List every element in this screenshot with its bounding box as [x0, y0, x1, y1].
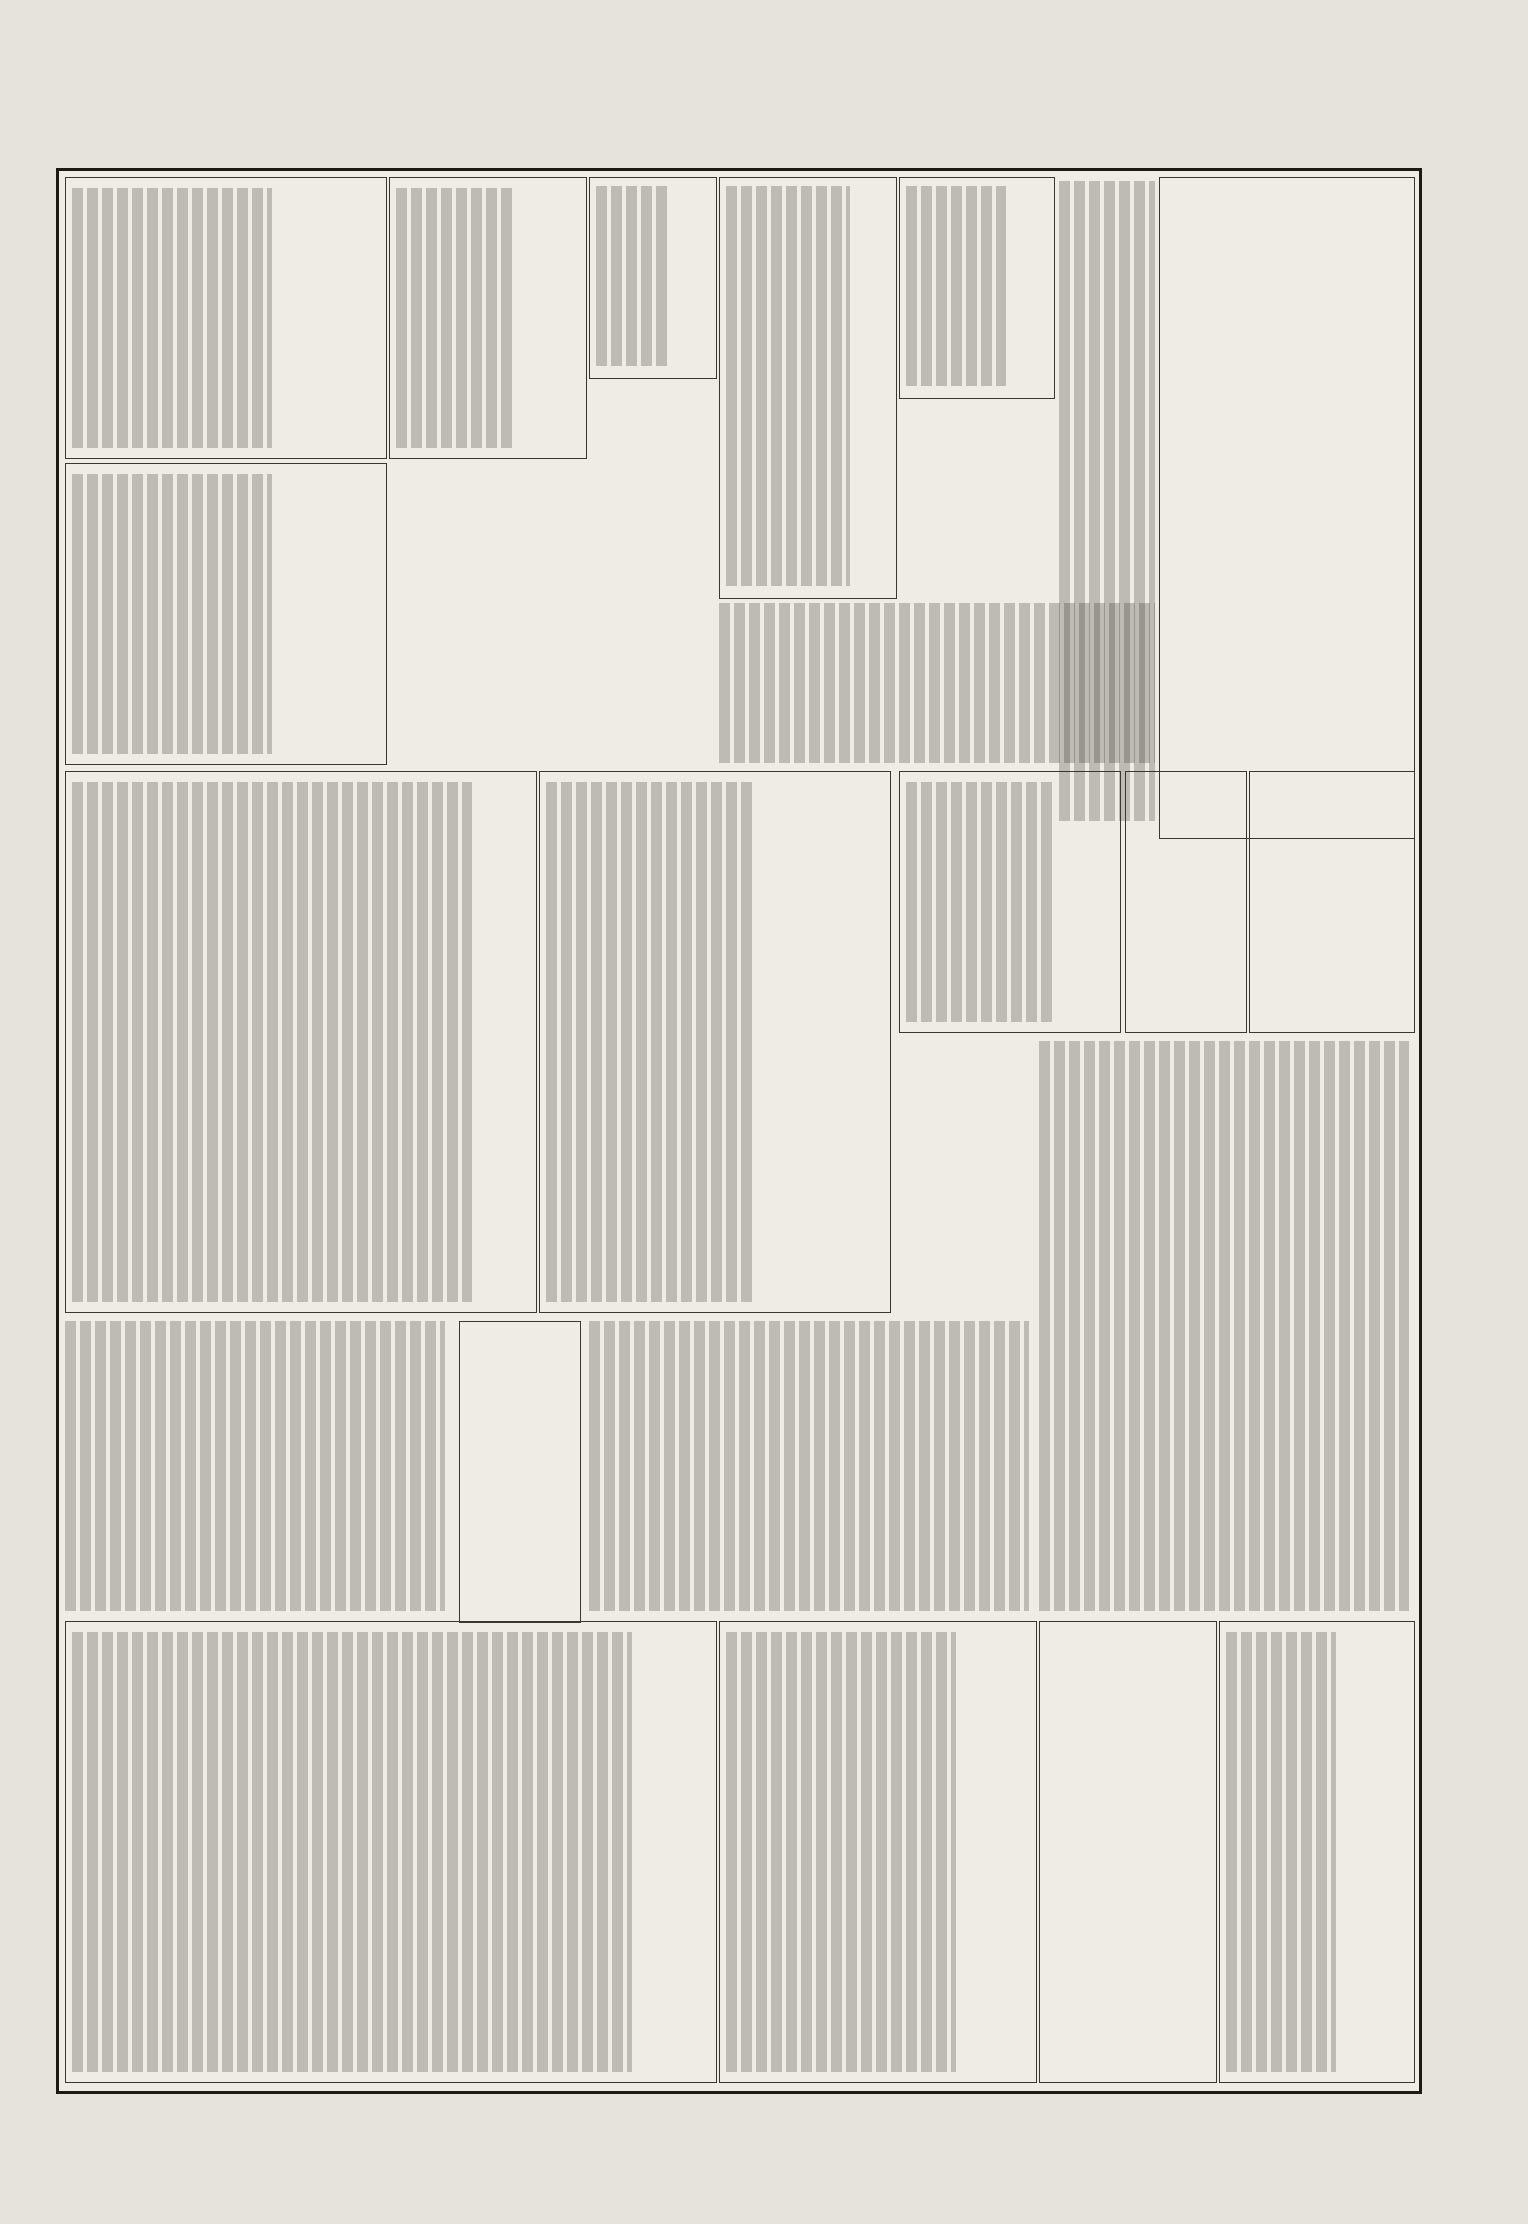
central-china-body: [726, 186, 850, 586]
north-china-body: [596, 186, 668, 366]
front-page-sheet: [56, 168, 1422, 2094]
south-china-story: [899, 177, 1055, 399]
middle-body-columns: [589, 1321, 1029, 1611]
flood-story: [1249, 771, 1415, 1033]
diplomacy-body: [72, 1632, 632, 2072]
central-china-story: [719, 177, 897, 599]
commendation-body: [72, 188, 272, 448]
north-china-story: [589, 177, 717, 379]
guilin-story: [389, 177, 587, 459]
poet-story: [899, 771, 1121, 1033]
anniversary-story: [459, 1321, 581, 1623]
cabinet-story: [719, 1621, 1037, 2083]
right-body-columns: [1039, 1041, 1409, 1611]
south-china-body: [906, 186, 1006, 386]
chairman-order-story: [65, 463, 387, 765]
poet-body: [906, 782, 1056, 1022]
pharma-body: [1226, 1632, 1336, 2072]
teachers-story: [539, 771, 891, 1313]
upper-body-columns: [719, 603, 1155, 763]
diplomacy-story: [65, 1621, 717, 2083]
commendation-story: [65, 177, 387, 459]
guilin-body: [396, 188, 516, 448]
cabinet-body: [726, 1632, 956, 2072]
pass-battle-body: [72, 782, 472, 1302]
chairman-order-body: [72, 474, 272, 754]
lead-story: [1159, 177, 1415, 839]
latest-news-story: [1039, 1621, 1217, 2083]
pass-battle-story: [65, 771, 537, 1313]
teachers-body: [546, 782, 756, 1302]
left-body-columns: [65, 1321, 445, 1611]
levee-story: [1125, 771, 1247, 1033]
pharma-story: [1219, 1621, 1415, 2083]
